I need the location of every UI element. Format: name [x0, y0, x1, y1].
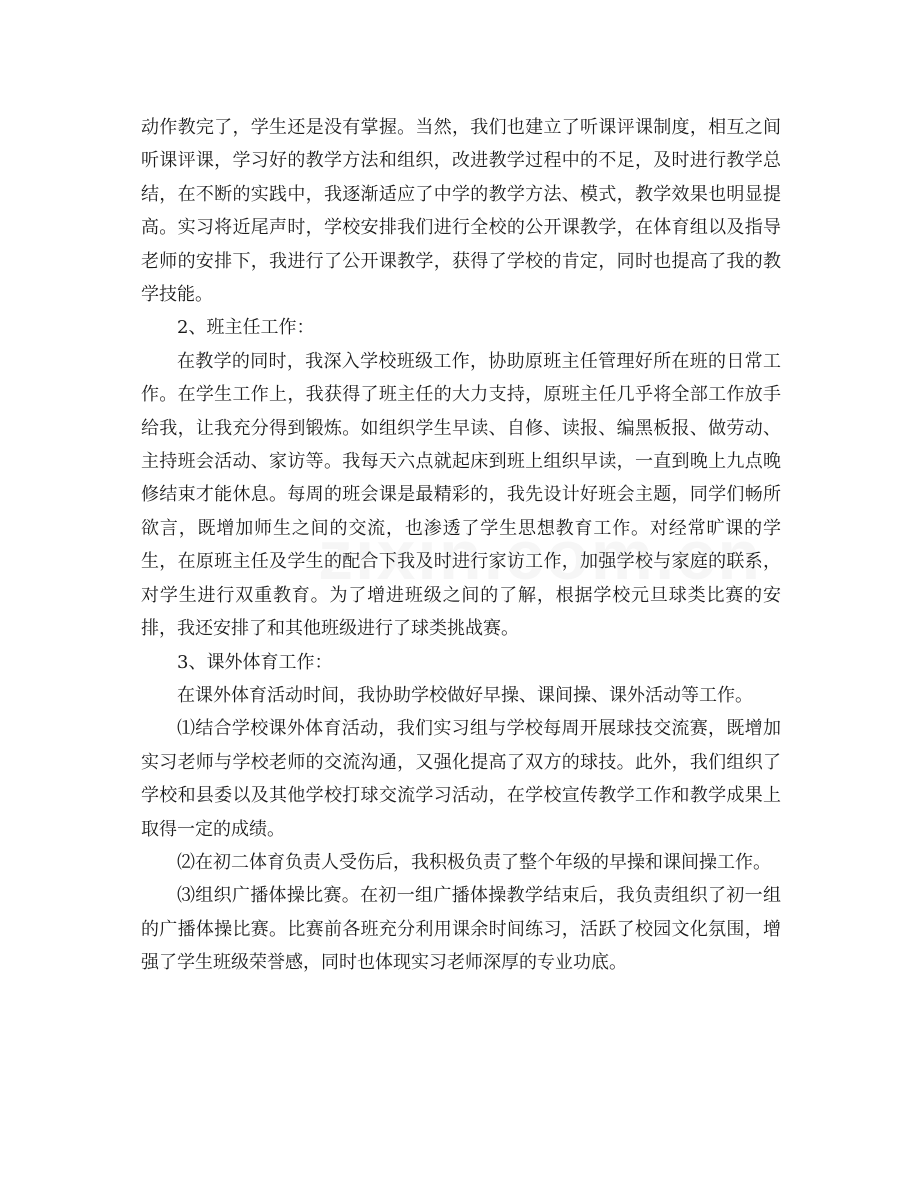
section-heading-class-teacher: 2、班主任工作：: [177, 317, 315, 339]
paragraph-extracurricular-intro: 在课外体育活动时间，我协助学校做好早操、课间操、课外活动等工作。: [177, 684, 753, 706]
list-item-1: ⑴结合学校课外体育活动，我们实习组与学校每周开展球技交流赛，既增加实习老师与学校老师的交流沟通，又强化提高了双方的球技。此外，我们组织了学校和县委以及其他学校打球交流学习活动，在学校宣传教学工作和教学成果上取得一定的成绩。: [141, 718, 781, 840]
body-text: [141, 111, 781, 980]
paragraph-class-teacher-work: 在教学的同时，我深入学校班级工作，协助原班主任管理好所在班的日常工作。在学生工作上，我获得了班主任的大力支持，原班主任几乎将全部工作放手给我，让我充分得到锻炼。如组织学生早读、自修、读报、编黑板报、做劳动、主持班会活动、家访等。我每天六点就起床到班上组织早读，一直到晚上九点晚修结束才能休息。每周的班会课是最精彩的，我先设计好班会主题，同学们畅所欲言，既增加师生之间的交流，也渗透了学生思想教育工作。对经常旷课的学生，在原班主任及学生的配合下我及时进行家访工作，加强学校与家庭的联系，对学生进行双重教育。为了增进班级之间的了解，根据学校元旦球类比赛的安排，我还安排了和其他班级进行了球类挑战赛。: [141, 350, 781, 640]
paragraph-teaching-summary: 动作教完了，学生还是没有掌握。当然，我们也建立了听课评课制度，相互之间听课评课，学习好的教学方法和组织，改进教学过程中的不足，及时进行教学总结，在不断的实践中，我逐渐适应了中学的教学方法、模式，教学效果也明显提高。实习将近尾声时，学校安排我们进行全校的公开课教学，在体育组以及指导老师的安排下，我进行了公开课教学，获得了学校的肯定，同时也提高了我的教学技能。: [141, 117, 781, 306]
list-item-2: ⑵在初二体育负责人受伤后，我积极负责了整个年级的早操和课间操工作。: [177, 851, 771, 873]
list-item-3: ⑶组织广播体操比赛。在初一组广播体操教学结束后，我负责组织了初一组的广播体操比赛。比赛前各班充分利用课余时间练习，活跃了校园文化氛围，增强了学生班级荣誉感，同时也体现实习老师深厚的专业功底。: [141, 885, 781, 974]
section-heading-extracurricular: 3、课外体育工作：: [177, 651, 333, 673]
